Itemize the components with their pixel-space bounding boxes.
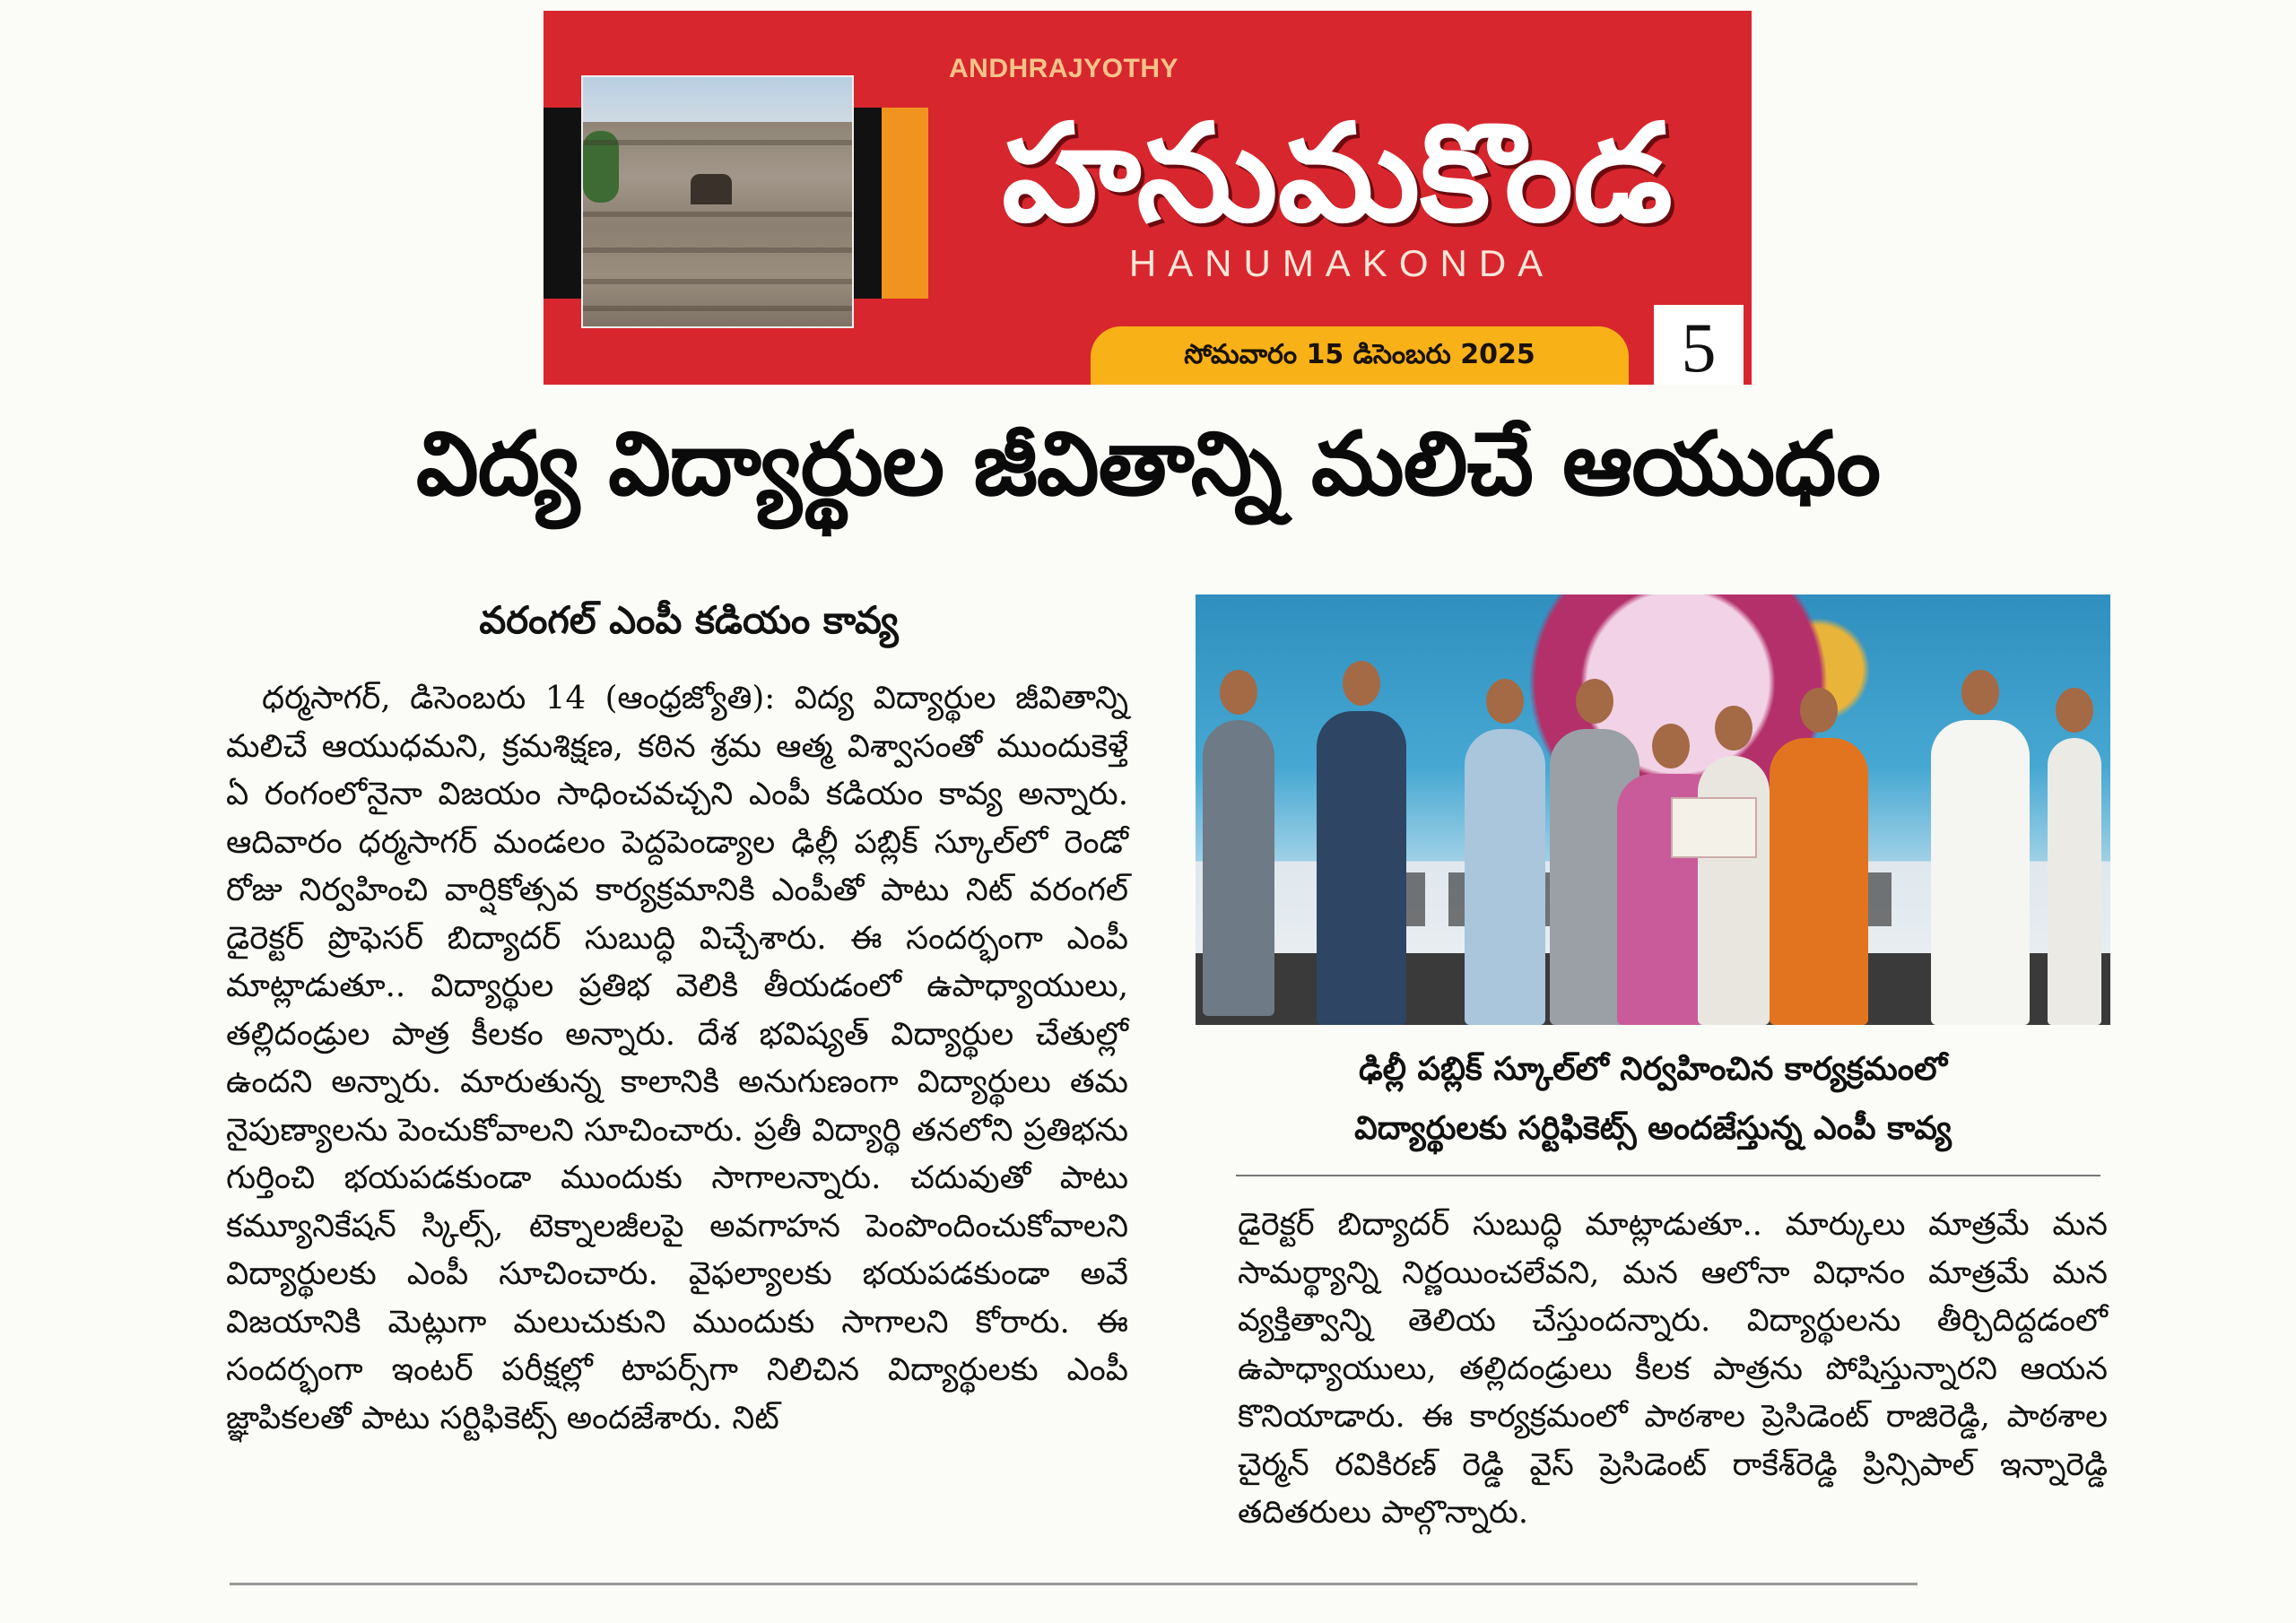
- article-subhead: వరంగల్ ఎంపీ కడియం కావ్య: [479, 598, 899, 642]
- photo-caption: [1196, 1040, 2110, 1159]
- edition-title-latin: HANUMAKONDA: [1128, 242, 1555, 284]
- temple-tier: [583, 247, 852, 253]
- body-paragraph: డైరెక్టర్ బిద్యాదర్ సుబుద్ధి మాట్లాడుతూ.. మార్కులు మాత్రమే మన సామర్థ్యాన్ని నిర్ణయించలేవని, మన ఆలోనా విధానం మాత్రమే మన వ్యక్తిత్వాన్ని తెలియ చేస్తుందన్నారు. విద్యార్థులను తీర్చిదిద్దడంలో ఉపాధ్యాయులు, తల్లిదండ్రులు కీలక పాత్రను పోషిస్తున్నారని ఆయన కొనియాడారు. ఈ కార్యక్రమంలో పాఠశాల ప్రెసిడెంట్ రాజిరెడ్డి, పాఠశాల చైర్మన్ రవికిరణ్ రెడ్డి వైస్ ప్రెసిడెంట్ రాకేశ్‌రెడ్డి ప్రిన్సిపాల్ ఇన్నారెడ్డి తదితరులు పాల్గొన్నారు.: [1238, 1207, 2108, 1531]
- masthead: [544, 11, 1752, 385]
- page-number: 5: [1654, 305, 1744, 385]
- divider: [1236, 1175, 2100, 1176]
- article-body-left: [226, 674, 1128, 1442]
- person-figure: [1698, 756, 1770, 1025]
- temple-niche: [691, 174, 732, 204]
- edition-title-telugu: హనుమకొండ: [1002, 94, 1673, 252]
- divider: [230, 1583, 1918, 1585]
- person-figure: [1465, 729, 1545, 1025]
- caption-line: విద్యార్థులకు సర్టిఫికెట్స్ అందజేస్తున్న ఎంపీ కావ్య: [1354, 1110, 1952, 1147]
- person-figure: [1770, 738, 1868, 1025]
- masthead-accent-bar: [882, 108, 928, 299]
- article-headline: విద్య విద్యార్థుల జీవితాన్ని మలిచే ఆయుధం: [415, 413, 1881, 516]
- temple-tier: [583, 140, 852, 145]
- certificate: [1671, 797, 1757, 858]
- temple-tier: [583, 212, 852, 217]
- body-paragraph: ధర్మసాగర్, డిసెంబరు 14 (ఆంధ్రజ్యోతి): విద్య విద్యార్థుల జీవితాన్ని మలిచే ఆయుధమని, క్రమశిక్షణ, కఠిన శ్రమ ఆత్మ విశ్వాసంతో ముందుకెళ్తే ఏ రంగంలోనైనా విజయం సాధించవచ్చని ఎంపీ కడియం కావ్య అన్నారు. ఆదివారం ధర్మసాగర్ మండలం పెద్దపెండ్యాల ఢిల్లీ పబ్లిక్ స్కూల్‌లో రెండో రోజు నిర్వహించి వార్షికోత్సవ కార్యక్రమానికి ఎంపీతో పాటు నిట్ వరంగల్ డైరెక్టర్ ప్రొఫెసర్ బిద్యాదర్ సుబుద్ధి విచ్చేశారు. ఈ సందర్భంగా ఎంపీ మాట్లాడుతూ.. విద్యార్థుల ప్రతిభ వెలికి తీయడంలో ఉపాధ్యాయులు, తల్లిదండ్రుల పాత్ర కీలకం అన్నారు. దేశ భవిష్యత్ విద్యార్థుల చేతుల్లో ఉందని అన్నారు. మారుతున్న కాలానికి అనుగుణంగా విద్యార్థులు తమ నైపుణ్యాలను పెంచుకోవాలని సూచించారు. ప్రతీ విద్యార్థి తనలోని ప్రతిభను గుర్తించి భయపడకుండా ముందుకు సాగాలన్నారు. చదువుతో పాటు కమ్యూనికేషన్ స్కిల్స్, టెక్నాలజీలపై అవగాహన పెంపొందించుకోవాలని విద్యార్థులకు ఎంపీ సూచించారు. వైఫల్యాలకు భయపడకుండా అవే విజయానికి మెట్లుగా మలుచుకుని ముందుకు సాగాలని కోరారు. ఈ సందర్భంగా ఇంటర్ పరీక్షల్లో టాపర్స్‌గా నిలిచిన విద్యార్థులకు ఎంపీ జ్ఞాపికలతో పాటు సర్టిఫికెట్స్ అందజేశారు. నిట్: [226, 680, 1128, 1436]
- person-figure: [2048, 738, 2101, 1025]
- caption-line: ఢిల్లీ పబ్లిక్ స్కూల్‌లో నిర్వహించిన కార్యక్రమంలో: [1358, 1051, 1947, 1088]
- person-figure: [1203, 720, 1274, 1016]
- event-photo: [1196, 595, 2110, 1025]
- article-body-right: [1238, 1202, 2108, 1538]
- publication-name: ANDHRAJYOTHY: [949, 54, 1179, 83]
- issue-date: సోమవారం 15 డిసెంబరు 2025: [1091, 326, 1629, 385]
- temple-tier: [583, 306, 852, 311]
- temple-photo: [581, 75, 854, 328]
- temple-tier: [583, 279, 852, 284]
- person-figure: [1931, 720, 2030, 1025]
- person-figure: [1317, 711, 1406, 1025]
